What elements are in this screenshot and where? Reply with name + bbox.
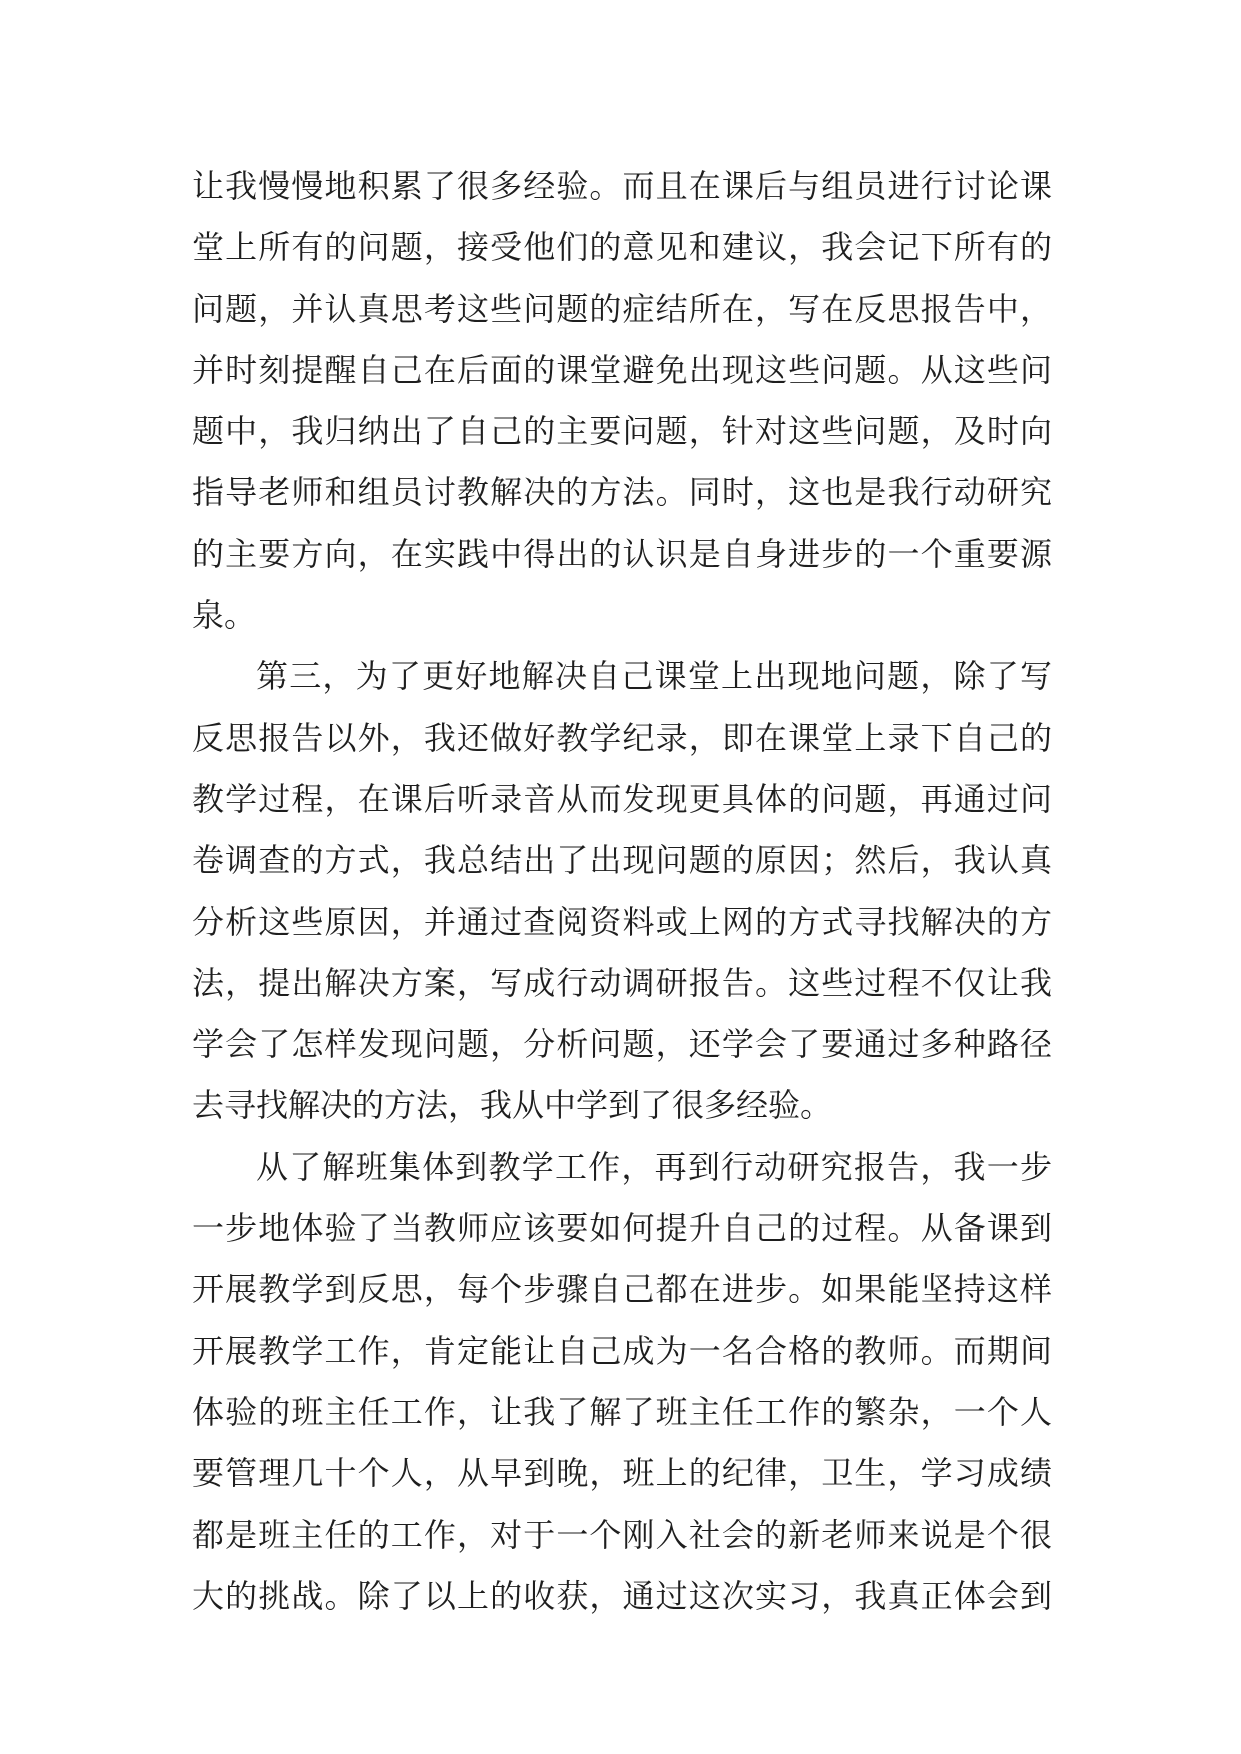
text-line: 泉。 <box>192 596 257 635</box>
text-line: 一步地体验了当教师应该要如何提升自己的过程。从备课到 <box>192 1209 1052 1248</box>
text-line: 堂上所有的问题，接受他们的意见和建议，我会记下所有的 <box>192 228 1052 267</box>
text-line: 大的挑战。除了以上的收获，通过这次实习，我真正体会到 <box>192 1576 1052 1615</box>
text-line: 学会了怎样发现问题，分析问题，还学会了要通过多种路径 <box>192 1025 1052 1064</box>
text-line: 开展教学到反思，每个步骤自己都在进步。如果能坚持这样 <box>192 1270 1052 1309</box>
text-line: 卷调查的方式，我总结出了出现问题的原因；然后，我认真 <box>192 841 1052 880</box>
text-line: 让我慢慢地积累了很多经验。而且在课后与组员进行讨论课 <box>192 167 1052 205</box>
text-line: 都是班主任的工作，对于一个刚入社会的新老师来说是个很 <box>192 1515 1052 1554</box>
text-line: 分析这些原因，并通过查阅资料或上网的方式寻找解决的方 <box>192 902 1052 941</box>
text-line: 反思报告以外，我还做好教学纪录，即在课堂上录下自己的 <box>192 718 1052 757</box>
body-text <box>192 156 1052 1627</box>
text-line: 题中，我归纳出了自己的主要问题，针对这些问题，及时向 <box>192 412 1052 451</box>
text-line: 并时刻提醒自己在后面的课堂避免出现这些问题。从这些问 <box>192 350 1052 389</box>
text-line: 教学过程，在课后听录音从而发现更具体的问题，再通过问 <box>192 779 1052 818</box>
text-line: 的主要方向，在实践中得出的认识是自身进步的一个重要源 <box>192 534 1052 573</box>
text-line: 问题，并认真思考这些问题的症结所在，写在反思报告中， <box>192 289 1052 328</box>
text-line: 从了解班集体到教学工作，再到行动研究报告，我一步 <box>256 1147 1052 1186</box>
text-line: 体验的班主任工作，让我了解了班主任工作的繁杂，一个人 <box>192 1392 1052 1431</box>
text-line: 法，提出解决方案，写成行动调研报告。这些过程不仅让我 <box>192 963 1052 1002</box>
text-line: 第三，为了更好地解决自己课堂上出现地问题，除了写 <box>256 657 1052 696</box>
text-line: 开展教学工作，肯定能让自己成为一名合格的教师。而期间 <box>192 1331 1052 1370</box>
text-line: 要管理几十个人，从早到晚，班上的纪律，卫生，学习成绩 <box>192 1454 1052 1493</box>
text-line: 去寻找解决的方法，我从中学到了很多经验。 <box>192 1086 833 1125</box>
text-line: 指导老师和组员讨教解决的方法。同时，这也是我行动研究 <box>192 473 1052 512</box>
